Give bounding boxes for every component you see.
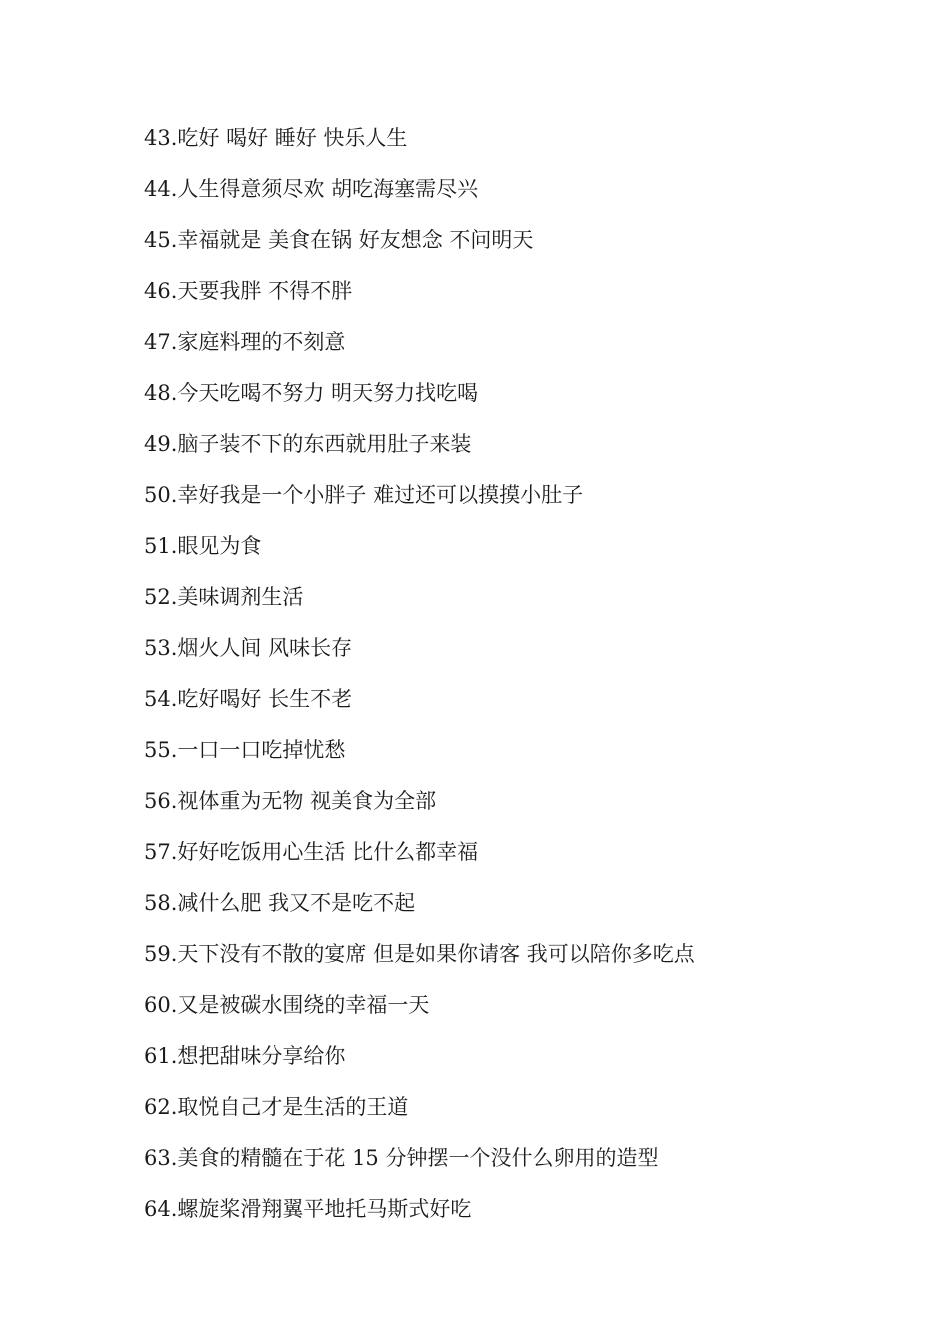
- list-item: 46.天要我胖 不得不胖: [144, 279, 353, 303]
- list-item: 50.幸好我是一个小胖子 难过还可以摸摸小肚子: [144, 483, 584, 507]
- list-item: 63.美食的精髓在于花 15 分钟摆一个没什么卵用的造型: [144, 1146, 659, 1170]
- list-item: 49.脑子装不下的东西就用肚子来装: [144, 432, 472, 456]
- list-item: 56.视体重为无物 视美食为全部: [144, 789, 437, 813]
- list-item: 48.今天吃喝不努力 明天努力找吃喝: [144, 381, 479, 405]
- list-item: 51.眼见为食: [144, 534, 262, 558]
- list-item: 60.又是被碳水围绕的幸福一天: [144, 993, 430, 1017]
- list-item: 57.好好吃饭用心生活 比什么都幸福: [144, 840, 479, 864]
- list-item: 64.螺旋桨滑翔翼平地托马斯式好吃: [144, 1197, 472, 1221]
- list-item: 47.家庭料理的不刻意: [144, 330, 346, 354]
- list-item: 62.取悦自己才是生活的王道: [144, 1095, 409, 1119]
- list-item: 55.一口一口吃掉忧愁: [144, 738, 346, 762]
- list-item: 58.减什么肥 我又不是吃不起: [144, 891, 416, 915]
- list-item: 53.烟火人间 风味长存: [144, 636, 353, 660]
- list-item: 52.美味调剂生活: [144, 585, 304, 609]
- list-item: 54.吃好喝好 长生不老: [144, 687, 353, 711]
- list-item: 61.想把甜味分享给你: [144, 1044, 346, 1068]
- list-item: 59.天下没有不散的宴席 但是如果你请客 我可以陪你多吃点: [144, 942, 695, 966]
- quote-list: [144, 122, 695, 1244]
- list-item: 43.吃好 喝好 睡好 快乐人生: [144, 126, 408, 150]
- list-item: 45.幸福就是 美食在锅 好友想念 不问明天: [144, 228, 534, 252]
- list-item: 44.人生得意须尽欢 胡吃海塞需尽兴: [144, 177, 479, 201]
